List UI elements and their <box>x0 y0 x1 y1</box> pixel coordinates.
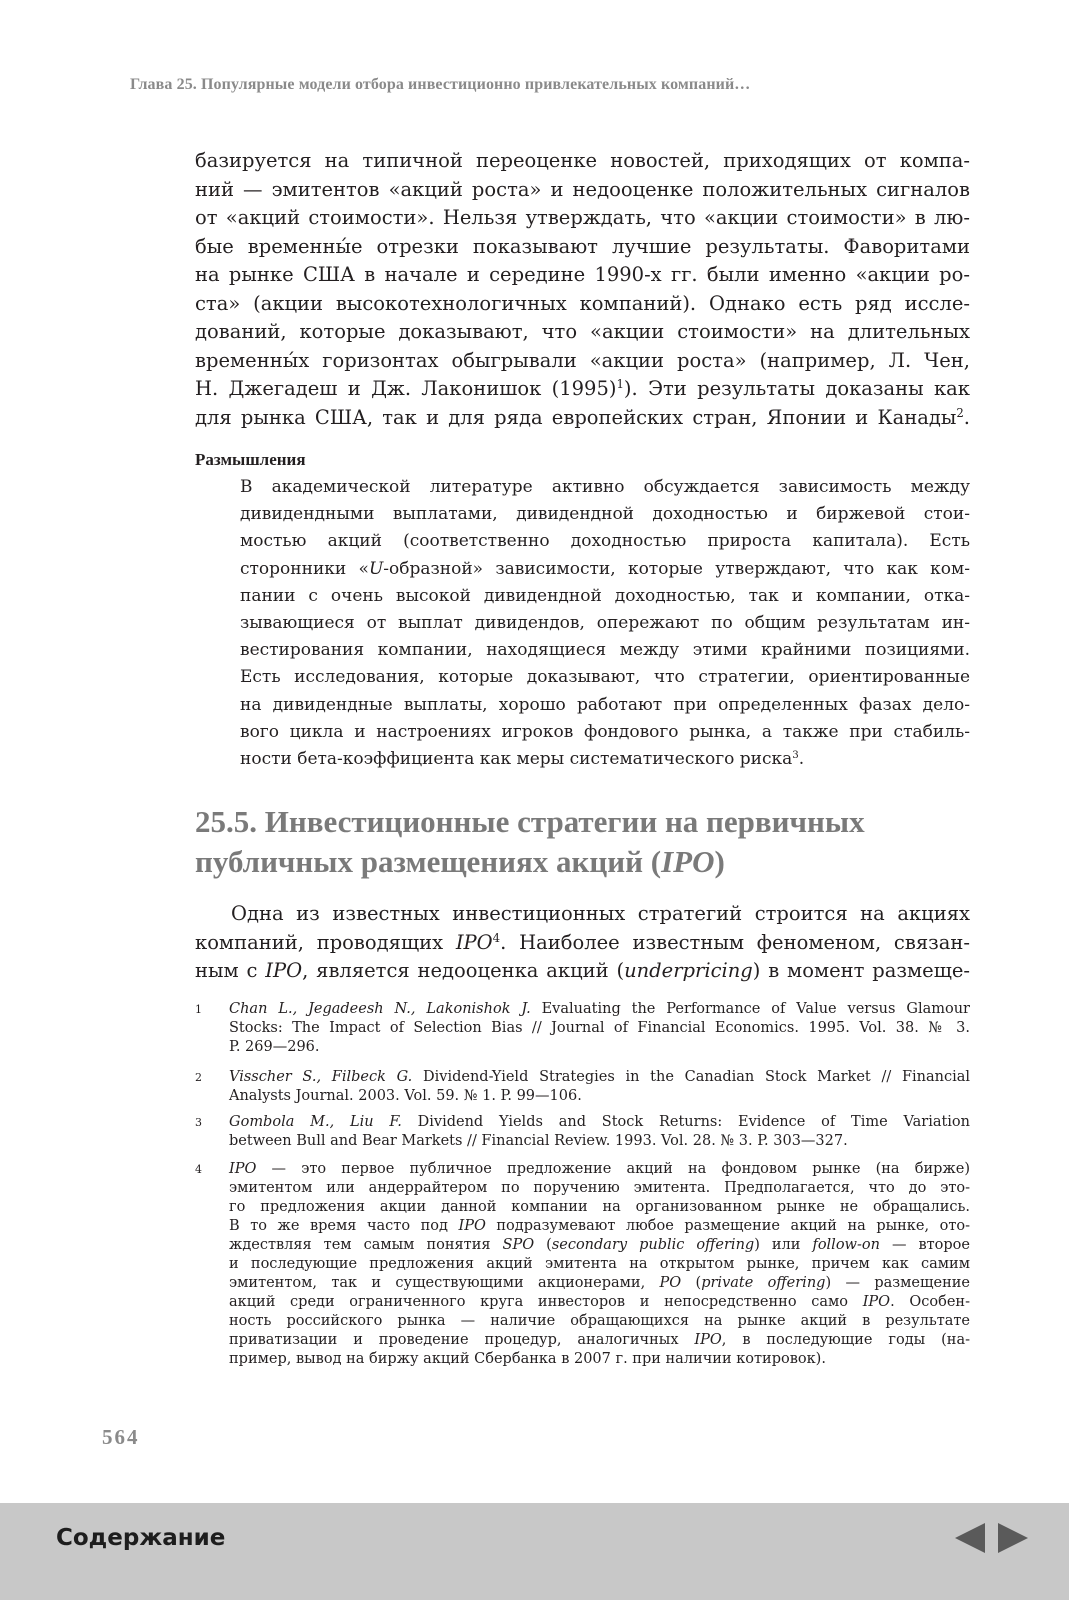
text-italic: U <box>368 558 384 579</box>
section-heading-line <box>195 842 975 882</box>
text-segment: ) в момент размеще- <box>752 959 970 982</box>
text-line: Одна из известных инвестиционных стратегий строится на акциях <box>231 902 970 925</box>
text-segment: компаний, проводящих <box>195 930 456 954</box>
text-italic: follow-on <box>812 1237 880 1253</box>
text-segment: ) или <box>754 1237 813 1253</box>
text-segment: ( <box>681 1275 702 1291</box>
text-line: пании с очень высокой дивидендной доходностью, так и компании, отка- <box>240 585 970 606</box>
text-line: Есть исследования, которые доказывают, что стратегии, ориентированные <box>240 667 970 688</box>
footnote-ref-1[interactable]: 1 <box>616 376 624 391</box>
text-line: пример, вывод на биржу акций Сбербанка в 2007 г. при наличии котировок). <box>229 1351 826 1367</box>
text-segment: . <box>963 405 970 429</box>
text-italic: Visscher S., Filbeck G. <box>229 1069 413 1085</box>
text-line: го предложения акции данной компании на организованном рынке не обращались. <box>229 1199 970 1215</box>
page-number: 564 <box>102 1425 140 1449</box>
text-line <box>229 1274 970 1293</box>
text-segment: приватизации и проведение процедур, аналогичных <box>229 1332 695 1348</box>
text-italic: underpricing <box>624 959 753 982</box>
text-line <box>229 1113 970 1132</box>
text-line: ность российского рынка — наличие обращающихся на рынке акций в результате <box>229 1313 970 1329</box>
text-segment: сторонники « <box>240 558 369 579</box>
body-paragraph-2 <box>195 900 970 986</box>
footnote-4 <box>195 1160 970 1369</box>
text-segment: — второе <box>879 1237 970 1253</box>
text-italic: IPO <box>455 930 493 954</box>
text-italic: SPO <box>502 1237 535 1253</box>
text-line <box>229 1160 970 1179</box>
text-italic: Gombola M., Liu F. <box>229 1114 402 1130</box>
footnote-3 <box>195 1113 970 1151</box>
text-line: вестирования компании, находящиеся между этими крайними позициями. <box>240 640 970 661</box>
text-line <box>240 556 970 583</box>
text-line: ний — эмитентов «акций роста» и недооценке положительных сигналов <box>195 177 970 201</box>
text-segment: , в последующие годы (на- <box>721 1332 970 1348</box>
text-segment: ) <box>714 844 725 879</box>
footnote-2 <box>195 1068 970 1106</box>
text-line: мостью акций (соответственно доходностью прироста капитала). Есть <box>240 531 970 552</box>
text-segment: -образной» зависимости, которые утверждают, что как ком- <box>383 558 970 579</box>
text-line: эмитентом или андеррайтером по поручению эмитента. Предполагается, что до это- <box>229 1180 970 1196</box>
footnote-1 <box>195 1000 970 1057</box>
body-paragraph-1 <box>195 147 970 432</box>
footnote-number: 2 <box>195 1071 202 1084</box>
text-italic: IPO <box>862 1294 891 1310</box>
text-line <box>195 375 970 404</box>
text-line <box>240 746 970 773</box>
footnote-number: 3 <box>195 1116 202 1129</box>
text-segment: Evaluating the Performance of Value versus Glamour <box>530 1001 970 1017</box>
footer-bar <box>0 1503 1069 1600</box>
text-segment: . Особен- <box>890 1294 970 1310</box>
text-line: дований, которые доказывают, что «акции стоимости» на длительных <box>195 320 970 343</box>
section-heading <box>195 802 975 882</box>
section-heading-line: 25.5. Инвестиционные стратегии на первичных <box>195 804 865 839</box>
text-line <box>195 929 970 958</box>
running-header: Глава 25. Популярные модели отбора инвестиционно привлекательных компаний… <box>130 76 751 93</box>
text-segment: В то же время часто под <box>229 1218 459 1234</box>
text-segment: — это первое публичное предложение акций на фондовом рынке (на бирже) <box>256 1161 970 1177</box>
text-italic: PO <box>659 1275 682 1291</box>
text-line: временны́х горизонтах обыгрывали «акции роста» (например, Л. Чен, <box>195 348 970 372</box>
text-italic: IPO <box>694 1332 722 1348</box>
text-italic: Chan L., Jegadeesh N., Lakonishok J. <box>229 1001 531 1017</box>
text-line <box>195 404 970 433</box>
text-italic: secondary public offering <box>551 1237 755 1253</box>
text-italic: IPO <box>458 1218 486 1234</box>
text-line <box>229 1217 970 1236</box>
text-segment: ждествляя тем самым понятия <box>229 1237 503 1253</box>
text-segment: ( <box>534 1237 552 1253</box>
text-line: дивидендными выплатами, дивидендной доходностью и биржевой стои- <box>240 504 970 525</box>
text-segment: публичных размещениях акций ( <box>195 844 662 879</box>
text-line: зывающиеся от выплат дивидендов, опережают по общим результатам ин- <box>240 613 970 634</box>
text-line: between Bull and Bear Markets // Financial Review. 1993. Vol. 28. № 3. P. 303—327. <box>229 1133 848 1149</box>
text-line <box>229 1331 970 1350</box>
footnote-ref-4[interactable]: 4 <box>492 930 501 945</box>
footnote-ref-3[interactable]: 3 <box>792 749 799 761</box>
text-line <box>195 957 970 986</box>
triangle-right-icon[interactable] <box>996 1521 1030 1555</box>
reflections-paragraph <box>240 474 970 773</box>
text-line: бые временны́е отрезки показывают лучшие результаты. Фаворитами <box>195 234 970 258</box>
text-line <box>229 1000 970 1019</box>
text-italic: private offering <box>701 1275 826 1291</box>
text-line: вого цикла и настроениях игроков фондового рынка, а также при стабиль- <box>240 721 970 742</box>
reflections-heading: Размышления <box>195 450 306 469</box>
text-line <box>229 1293 970 1312</box>
text-line: В академической литературе активно обсуждается зависимость между <box>240 477 970 497</box>
text-line: Stocks: The Impact of Selection Bias // Journal of Financial Economics. 1995. Vol. 38. № 3. <box>229 1020 970 1036</box>
text-segment: Dividend-Yield Strategies in the Canadian Stock Market // Financial <box>412 1069 971 1085</box>
text-line <box>229 1236 970 1255</box>
text-segment: . <box>798 749 805 770</box>
text-segment: , является недооценка акций ( <box>302 959 625 982</box>
table-of-contents-link[interactable]: Содержание <box>56 1525 226 1551</box>
text-italic: IPO <box>229 1161 257 1177</box>
text-segment: Dividend Yields and Stock Returns: Evidence of Time Variation <box>401 1114 971 1130</box>
text-line: P. 269—296. <box>229 1039 320 1055</box>
footnote-number: 4 <box>195 1163 202 1176</box>
text-italic: IPO <box>661 844 715 879</box>
text-line: Analysts Journal. 2003. Vol. 59. № 1. P. 99—106. <box>229 1088 582 1104</box>
text-segment: . Наиболее известным феноменом, связан- <box>500 930 970 954</box>
triangle-left-icon[interactable] <box>953 1521 987 1555</box>
text-line: от «акций стоимости». Нельзя утверждать, что «акции стоимости» в лю- <box>195 206 970 229</box>
text-line: базируется на типичной переоценке новостей, приходящих от компа- <box>195 149 970 172</box>
text-segment: эмитентом, так и существующими акционерами, <box>229 1275 660 1291</box>
text-segment: акций среди ограниченного круга инвесторов и непосредственно само <box>229 1294 863 1310</box>
text-segment: подразумевают любое размещение акций на рынке, ото- <box>485 1218 970 1234</box>
text-segment: ) — размещение <box>825 1275 970 1291</box>
text-segment: для рынка США, так и для ряда европейских стран, Японии и Канады <box>195 405 957 429</box>
text-line: на дивидендные выплаты, хорошо работают при определенных фазах дело- <box>240 694 970 715</box>
text-segment: ным с <box>195 959 266 982</box>
text-line: и последующие предложения акций эмитента на открытом рынке, причем как самим <box>229 1256 970 1272</box>
text-segment: Н. Джегадеш и Дж. Лаконишок (1995) <box>195 377 617 400</box>
text-segment: ности бета-коэффициента как меры систематического риска <box>240 749 793 770</box>
text-italic: IPO <box>265 959 303 982</box>
footnote-ref-2[interactable]: 2 <box>956 405 964 420</box>
text-segment: ). Эти результаты доказаны как <box>623 377 970 400</box>
text-line <box>229 1068 970 1087</box>
text-line: ста» (акции высокотехнологичных компаний). Однако есть ряд иссле- <box>195 291 970 315</box>
text-line: на рынке США в начале и середине 1990-х гг. были именно «акции ро- <box>195 263 970 286</box>
footnote-number: 1 <box>195 1003 202 1016</box>
